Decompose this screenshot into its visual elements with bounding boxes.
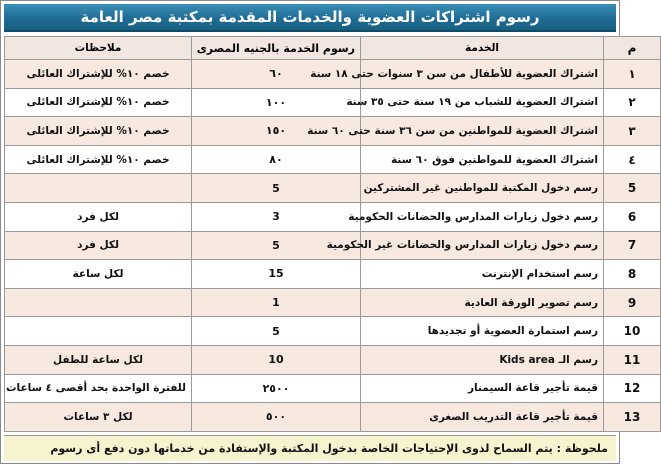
fee-cell: ٥٠٠ [192,403,361,432]
row-number: 13 [604,403,661,432]
table-body [5,60,661,432]
fee-cell: 3 [192,202,361,231]
header-num: م [604,37,661,60]
header-service: الخدمة [361,37,604,60]
service-cell: رسم تصوير الورقة العادية [361,288,604,317]
row-number: 12 [604,374,661,403]
footnote: ملحوظة : يتم السماح لذوى الإحتياجات الخاصة بدخول المكتبة والإستفادة من خدماتها دون دفع أى رسوم [4,435,616,461]
row-number: ٢ [604,88,661,117]
header-notes: ملاحظات [5,37,192,60]
table-row [5,317,661,346]
table-row [5,403,661,432]
fee-cell: 5 [192,317,361,346]
row-number: ١ [604,60,661,89]
note-cell: خصم ١٠% للإشتراك العائلى [5,88,192,117]
row-number: 10 [604,317,661,346]
header-fee: رسوم الخدمة بالجنيه المصرى [192,37,361,60]
service-cell: اشتراك العضوية للشباب من ١٩ سنة حتى ٣٥ سنة [361,88,604,117]
service-cell: اشتراك العضوية للمواطنين فوق ٦٠ سنة [361,145,604,174]
row-number: 7 [604,231,661,260]
service-cell: قيمة تأجير قاعة التدريب الصغرى [361,403,604,432]
note-cell: لكل ٣ ساعات [5,403,192,432]
service-cell: رسم الـ Kids area [361,345,604,374]
note-cell: خصم ١٠% للإشتراك العائلى [5,117,192,146]
table-header-row [5,37,661,60]
row-number: 5 [604,174,661,203]
table-row [5,260,661,289]
table-row [5,174,661,203]
note-cell: لكل فرد [5,231,192,260]
table-row [5,60,661,89]
fee-cell: 15 [192,260,361,289]
service-cell: رسم استخدام الإنترنت [361,260,604,289]
fee-cell: ٨٠ [192,145,361,174]
service-cell: رسم دخول المكتبة للمواطنين غير المشتركين [361,174,604,203]
table-row [5,88,661,117]
table-row [5,231,661,260]
table-row [5,202,661,231]
fee-cell: 5 [192,174,361,203]
fee-cell: 10 [192,345,361,374]
note-cell [5,317,192,346]
fees-table [4,36,661,432]
service-cell: اشتراك العضوية للمواطنين من سن ٣٦ سنة حتى ٦٠ سنة [361,117,604,146]
note-cell: خصم ١٠% للإشتراك العائلى [5,60,192,89]
table-row [5,145,661,174]
note-cell: لكل ساعة [5,260,192,289]
row-number: ٤ [604,145,661,174]
service-cell: رسم دخول زيارات المدارس والحضانات الحكومية [361,202,604,231]
service-cell: قيمة تأجير قاعة السيمنار [361,374,604,403]
fee-cell: ٦٠ [192,60,361,89]
note-cell: لكل فرد [5,202,192,231]
note-cell [5,174,192,203]
table-row [5,288,661,317]
fee-cell: 1 [192,288,361,317]
fee-cell: ٢٥٠٠ [192,374,361,403]
fee-cell: ١٠٠ [192,88,361,117]
row-number: 11 [604,345,661,374]
service-cell: رسم دخول زيارات المدارس والحضانات غير الحكومية [361,231,604,260]
note-cell: خصم ١٠% للإشتراك العائلى [5,145,192,174]
note-cell: للفترة الواحدة بحد أقصى ٤ ساعات [5,374,192,403]
row-number: 8 [604,260,661,289]
fee-cell: ١٥٠ [192,117,361,146]
service-cell: رسم استمارة العضوية أو تجديدها [361,317,604,346]
row-number: 6 [604,202,661,231]
table-row [5,345,661,374]
note-cell [5,288,192,317]
page-title: رسوم اشتراكات العضوية والخدمات المقدمة بمكتبة مصر العامة [4,4,616,32]
table-row [5,374,661,403]
row-number: 9 [604,288,661,317]
note-cell: لكل ساعة للطفل [5,345,192,374]
fee-cell: 5 [192,231,361,260]
table-row [5,117,661,146]
service-cell: اشتراك العضوية للأطفال من سن ٣ سنوات حتى ١٨ سنة [361,60,604,89]
row-number: ٣ [604,117,661,146]
